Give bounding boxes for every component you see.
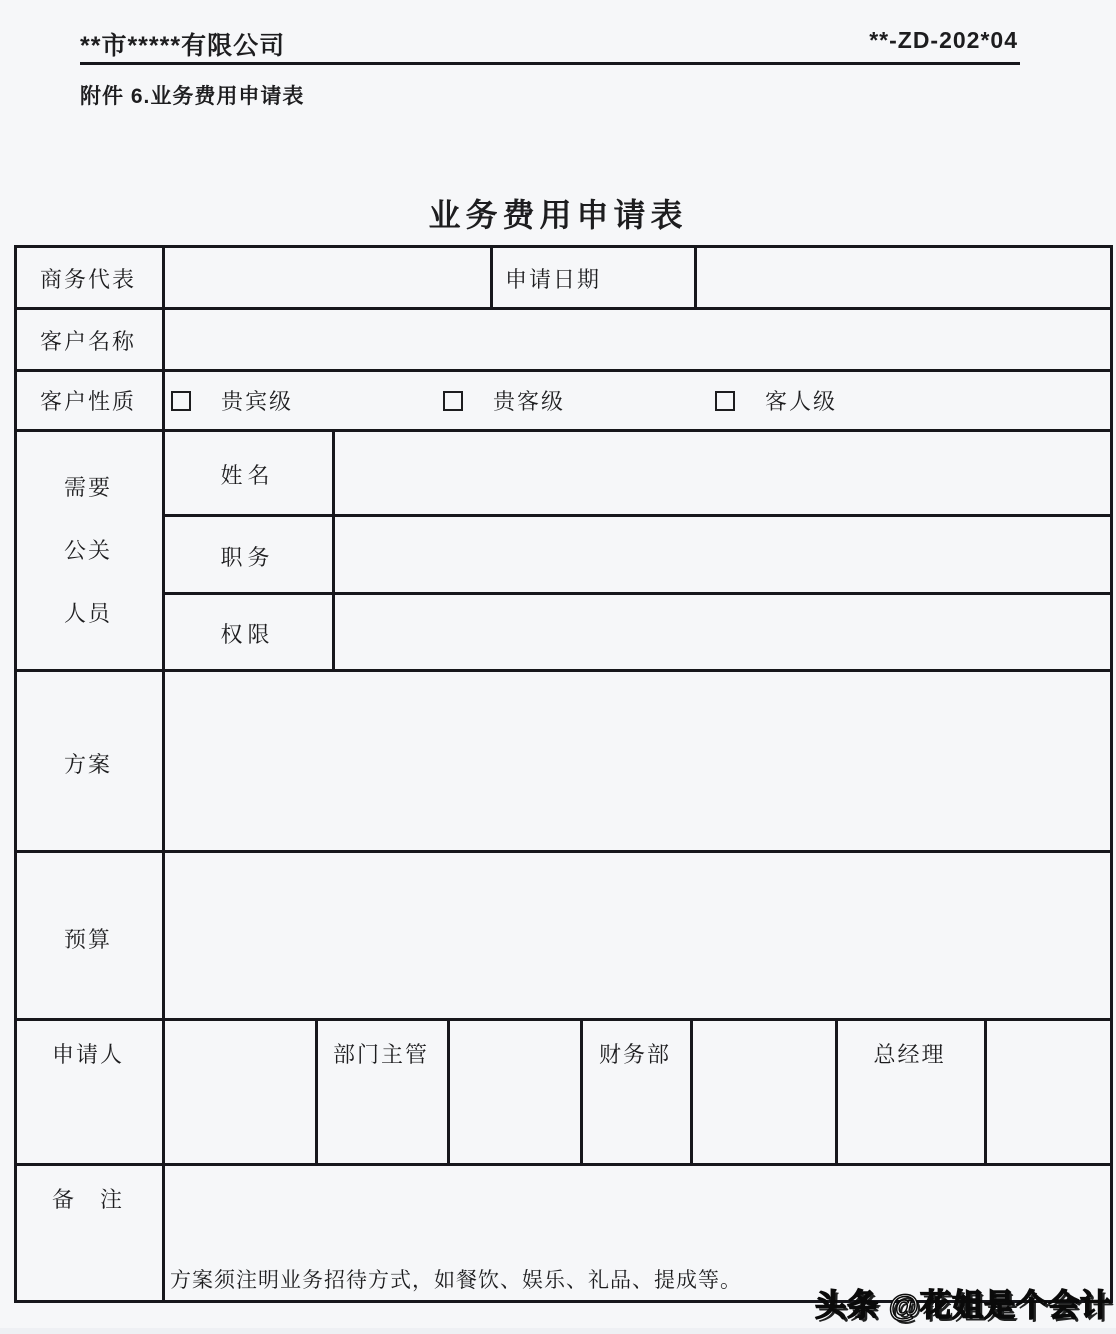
pr-authority-input[interactable] <box>335 595 1110 669</box>
pr-authority-label: 权限 <box>220 622 275 647</box>
business-rep-label: 商务代表 <box>39 267 136 292</box>
pr-group-label-line: 人员 <box>63 601 112 626</box>
nature-option-label: 客人级 <box>765 389 838 414</box>
finance-dept-label: 财务部 <box>598 1042 671 1067</box>
nature-option-label: 贵客级 <box>493 389 566 414</box>
watermark-text: 头条 @花姐是个会计 <box>815 1288 1112 1323</box>
header-divider <box>80 62 1020 65</box>
general-manager-sign-cell[interactable] <box>987 1021 1110 1163</box>
nature-option-vip <box>171 385 293 416</box>
dept-head-label: 部门主管 <box>332 1042 429 1067</box>
pr-duty-input[interactable] <box>335 517 1110 592</box>
table-border-line <box>14 369 1113 372</box>
remark-note-text: 方案须注明业务招待方式，如餐饮、娱乐、礼品、提成等。 <box>170 1269 742 1292</box>
apply-date-input[interactable] <box>697 248 1110 307</box>
pr-duty-label: 职务 <box>220 545 275 570</box>
general-manager-label: 总经理 <box>873 1042 946 1067</box>
customer-name-input[interactable] <box>165 310 1110 369</box>
checkbox-honored[interactable] <box>443 391 463 411</box>
applicant-label: 申请人 <box>51 1042 124 1067</box>
table-border-line <box>1110 245 1113 1303</box>
applicant-sign-cell[interactable] <box>165 1021 315 1163</box>
remark-label: 备 注 <box>51 1187 124 1212</box>
budget-input[interactable] <box>165 853 1110 1018</box>
checkbox-vip[interactable] <box>171 391 191 411</box>
bottom-strip <box>0 1328 1116 1334</box>
apply-date-label: 申请日期 <box>505 267 602 292</box>
finance-sign-cell[interactable] <box>693 1021 835 1163</box>
pr-group-label-line: 公关 <box>63 538 112 563</box>
customer-name-label: 客户名称 <box>39 329 136 354</box>
pr-group-label <box>14 429 162 672</box>
plan-label: 方案 <box>63 752 112 777</box>
plan-input[interactable] <box>165 672 1110 850</box>
budget-label: 预算 <box>63 927 112 952</box>
customer-nature-label: 客户性质 <box>39 389 136 414</box>
pr-name-input[interactable] <box>335 432 1110 514</box>
table-border-line <box>490 245 493 310</box>
dept-head-sign-cell[interactable] <box>450 1021 580 1163</box>
page-title: 业务费用申请表 <box>428 197 688 233</box>
company-name: **市*****有限公司 <box>80 32 286 60</box>
pr-name-label: 姓名 <box>220 463 275 488</box>
document-number: **-ZD-202*04 <box>869 27 1018 53</box>
attachment-caption: 附件 6.业务费用申请表 <box>80 85 305 108</box>
checkbox-guest[interactable] <box>715 391 735 411</box>
nature-option-honored <box>443 385 565 416</box>
pr-group-label-line: 需要 <box>63 475 112 500</box>
nature-option-label: 贵宾级 <box>221 389 294 414</box>
business-rep-input[interactable] <box>165 248 490 307</box>
nature-option-guest <box>715 385 837 416</box>
